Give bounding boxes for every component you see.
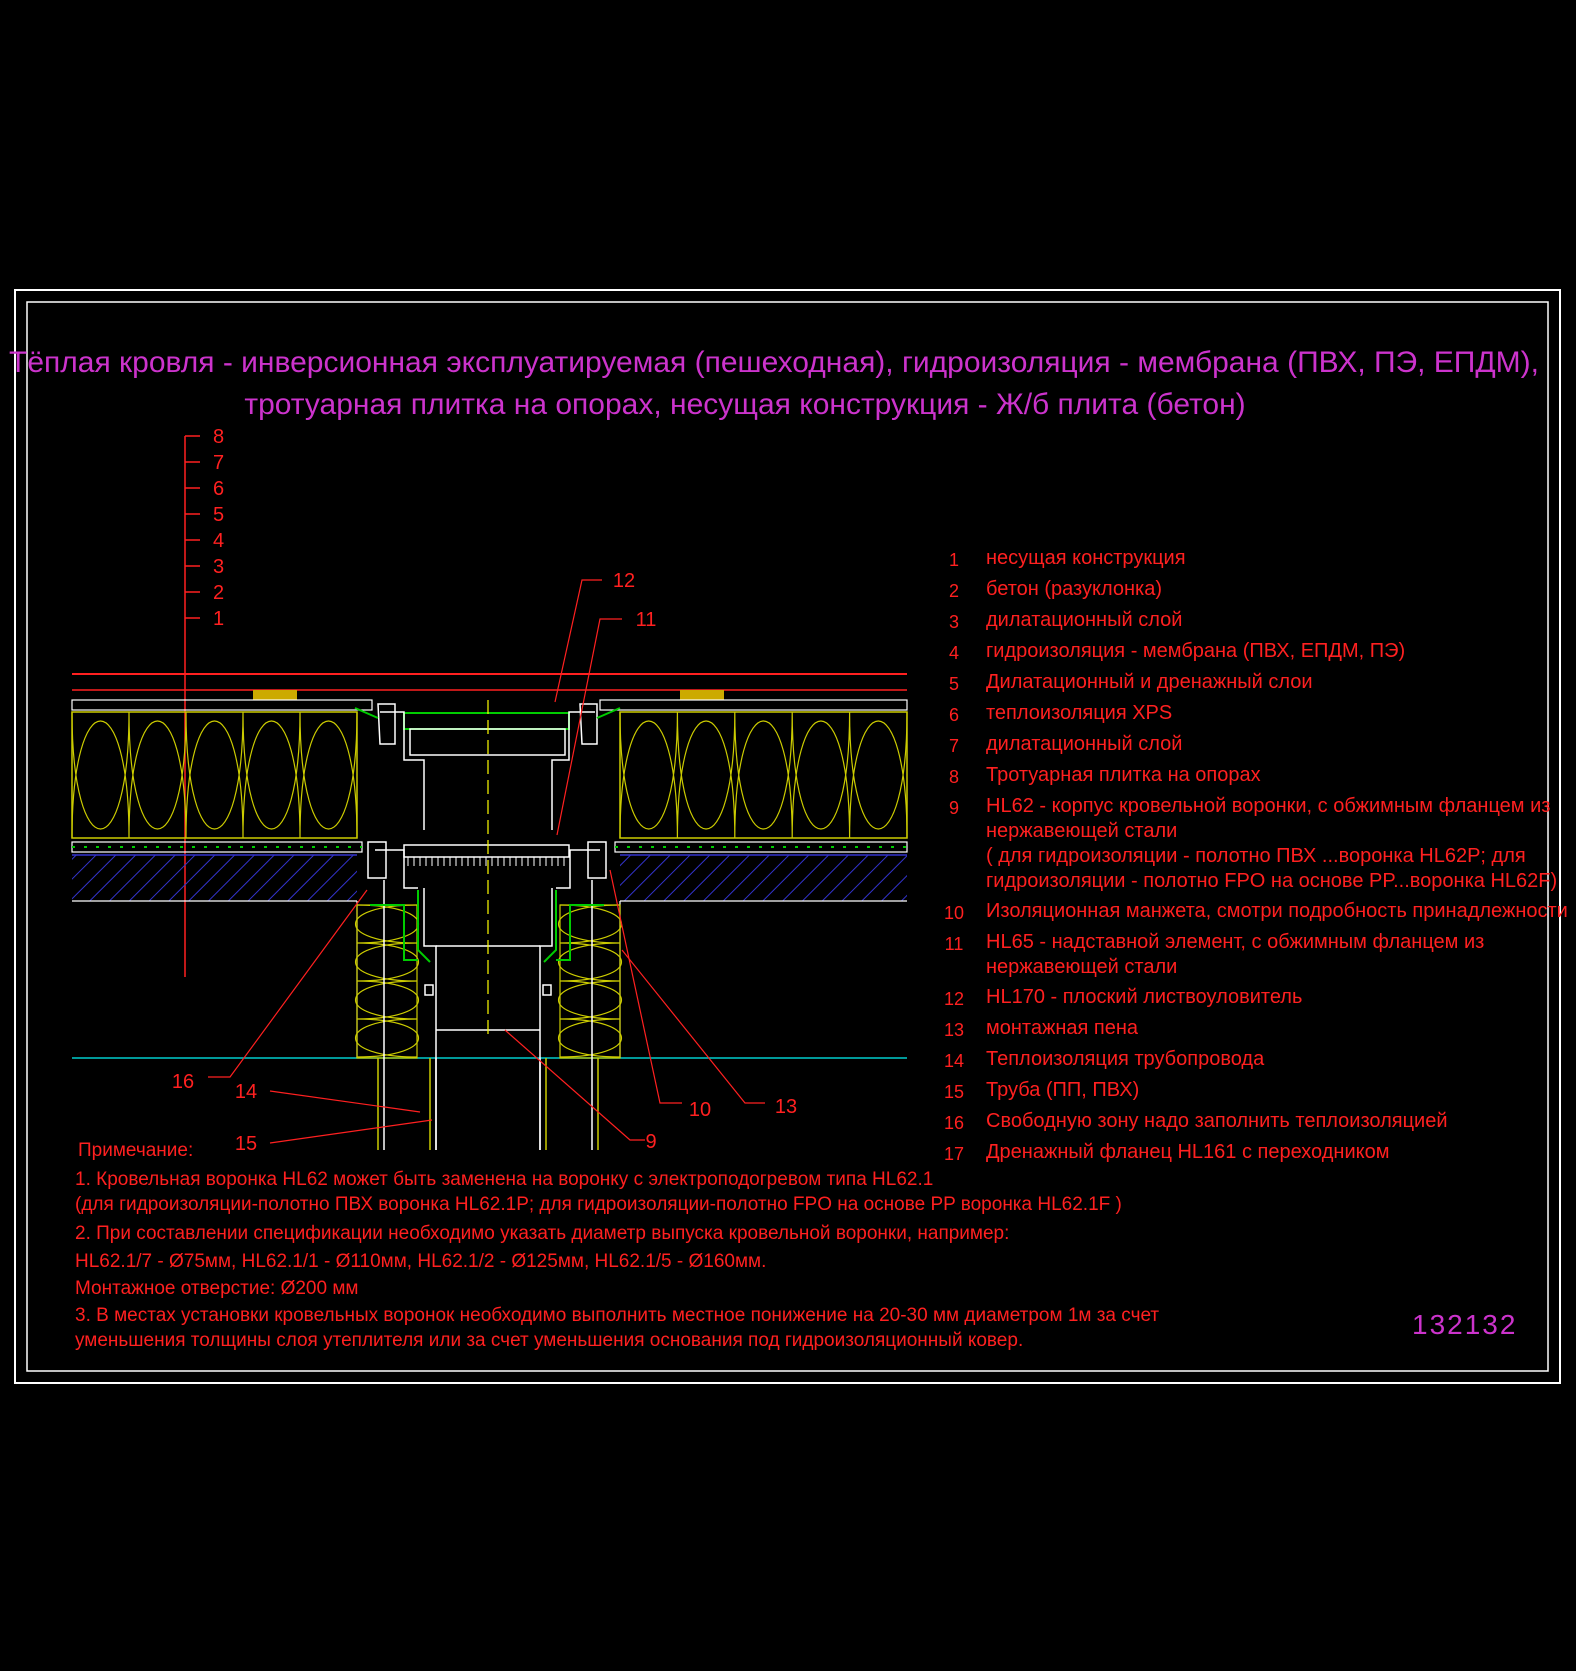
legend-number: 2 [948,581,960,601]
note-line: (для гидроизоляции-полотно ПВХ воронка HL62.1P; для гидроизоляции-полотно FPO на основе PP воронка HL62.1F ) [75,1194,1122,1215]
legend-number: 13 [943,1020,965,1040]
legend-number: 1 [948,550,960,570]
note-line: уменьшения толщины слоя утеплителя или за счет уменьшения основания под гидроизоляционный ковер. [75,1330,1024,1351]
legend-text: HL170 - плоский листвоуловитель [986,986,1303,1008]
layer-scale-label: 2 [213,582,225,604]
legend-number: 11 [944,934,964,954]
notes-heading: Примечание: [78,1140,194,1161]
legend-text: Дилатационный и дренажный слои [986,671,1313,693]
callout-10: 10 [688,1099,712,1121]
drain-pipe [378,1058,598,1150]
legend-text: Дренажный фланец HL161 с переходником [986,1141,1390,1163]
leaf-guard [404,713,569,729]
legend-text: Свободную зону надо заполнить теплоизоляцией [986,1110,1448,1132]
legend-text: HL65 - надставной элемент, с обжимным фланцем из [986,931,1485,953]
legend-number: 10 [943,903,965,923]
tile-support-left [253,690,297,700]
note-line: 3. В местах установки кровельных воронок необходимо выполнить местное понижение на 20-30 мм диаметром 1м за счет [75,1305,1160,1326]
outer-frame [15,290,1560,1383]
note-line: 1. Кровельная воронка HL62 может быть заменена на воронку с электроподогревом типа HL62.1 [75,1169,934,1190]
title-line-1: Тёплая кровля - инверсионная эксплуатируемая (пешеходная), гидроизоляция - мембрана (ПВХ, ПЭ, ЕПДМ), [9,346,1539,379]
legend-number: 3 [948,612,960,632]
legend-text: гидроизоляция - мембрана (ПВХ, ЕПДМ, ПЭ) [986,640,1406,662]
callout-14: 14 [234,1081,258,1103]
title-line-2: тротуарная плитка на опорах, несущая конструкция - Ж/б плита (бетон) [244,388,1246,421]
drainage-layer-right [600,700,907,710]
legend-number: 6 [948,705,960,725]
drainage-layer-left [72,700,372,710]
legend-text: несущая конструкция [986,547,1186,569]
legend-text: нержавеющей стали [986,956,1178,978]
legend-text: Тротуарная плитка на опорах [986,764,1261,786]
notes [75,1169,1159,1351]
legend-text: дилатационный слой [986,733,1183,755]
xps-insulation-right [620,712,907,838]
layer-scale-label: 8 [213,426,225,448]
note-line: Монтажное отверстие: Ø200 мм [75,1278,359,1299]
layer-scale-label: 7 [213,452,225,474]
legend-text: бетон (разуклонка) [986,578,1162,600]
layer-scale-label: 4 [213,530,225,552]
tile-support-right [680,690,724,700]
legend-text: Изоляционная манжета, смотри подробность принадлежности [986,900,1568,922]
legend-text: гидроизоляции - полотно FPO на основе PP...воронка HL62F) [986,870,1558,892]
legend-number: 5 [948,674,960,694]
layer-scale-label: 3 [213,556,225,578]
legend-number: 15 [943,1082,965,1102]
note-line: HL62.1/7 - Ø75мм, HL62.1/1 - Ø110мм, HL62.1/2 - Ø125мм, HL62.1/5 - Ø160мм. [75,1251,767,1272]
xps-wave-right [620,712,907,838]
legend-text: дилатационный слой [986,609,1183,631]
legend-text: нержавеющей стали [986,820,1178,842]
legend-text: HL62 - корпус кровельной воронки, с обжимным фланцем из [986,795,1551,817]
layer-scale-label: 6 [213,478,225,500]
callout-15: 15 [234,1133,258,1155]
callout-12: 12 [612,570,636,592]
callout-13: 13 [774,1096,798,1118]
callout-16: 16 [171,1071,195,1093]
legend-text: теплоизоляция XPS [986,702,1173,724]
legend-number: 12 [943,989,965,1009]
drawing-code: 132132 [1412,1309,1518,1340]
roof-section [72,674,907,1150]
legend-text: Теплоизоляция трубопровода [986,1048,1265,1070]
callout-9: 9 [645,1131,657,1153]
legend [944,547,1568,1164]
xps-wave-left [72,712,357,838]
concrete-layer-right [620,855,907,901]
legend-number: 17 [943,1144,965,1164]
callout-11: 11 [635,609,657,631]
note-line: 2. При составлении спецификации необходимо указать диаметр выпуска кровельной воронки, например: [75,1223,1010,1244]
xps-insulation-left [72,712,357,838]
legend-number: 7 [948,736,960,756]
layer-scale-label: 1 [213,608,225,630]
legend-number: 9 [948,798,960,818]
legend-text: ( для гидроизоляции - полотно ПВХ ...воронка HL62P; для [986,845,1526,867]
concrete-layer-left [72,855,357,901]
legend-number: 16 [943,1113,965,1133]
legend-number: 4 [948,643,960,663]
layer-scale-label: 5 [213,504,225,526]
legend-number: 8 [948,767,960,787]
legend-number: 14 [943,1051,965,1071]
legend-text: Труба (ПП, ПВХ) [986,1079,1140,1101]
legend-text: монтажная пена [986,1017,1139,1039]
